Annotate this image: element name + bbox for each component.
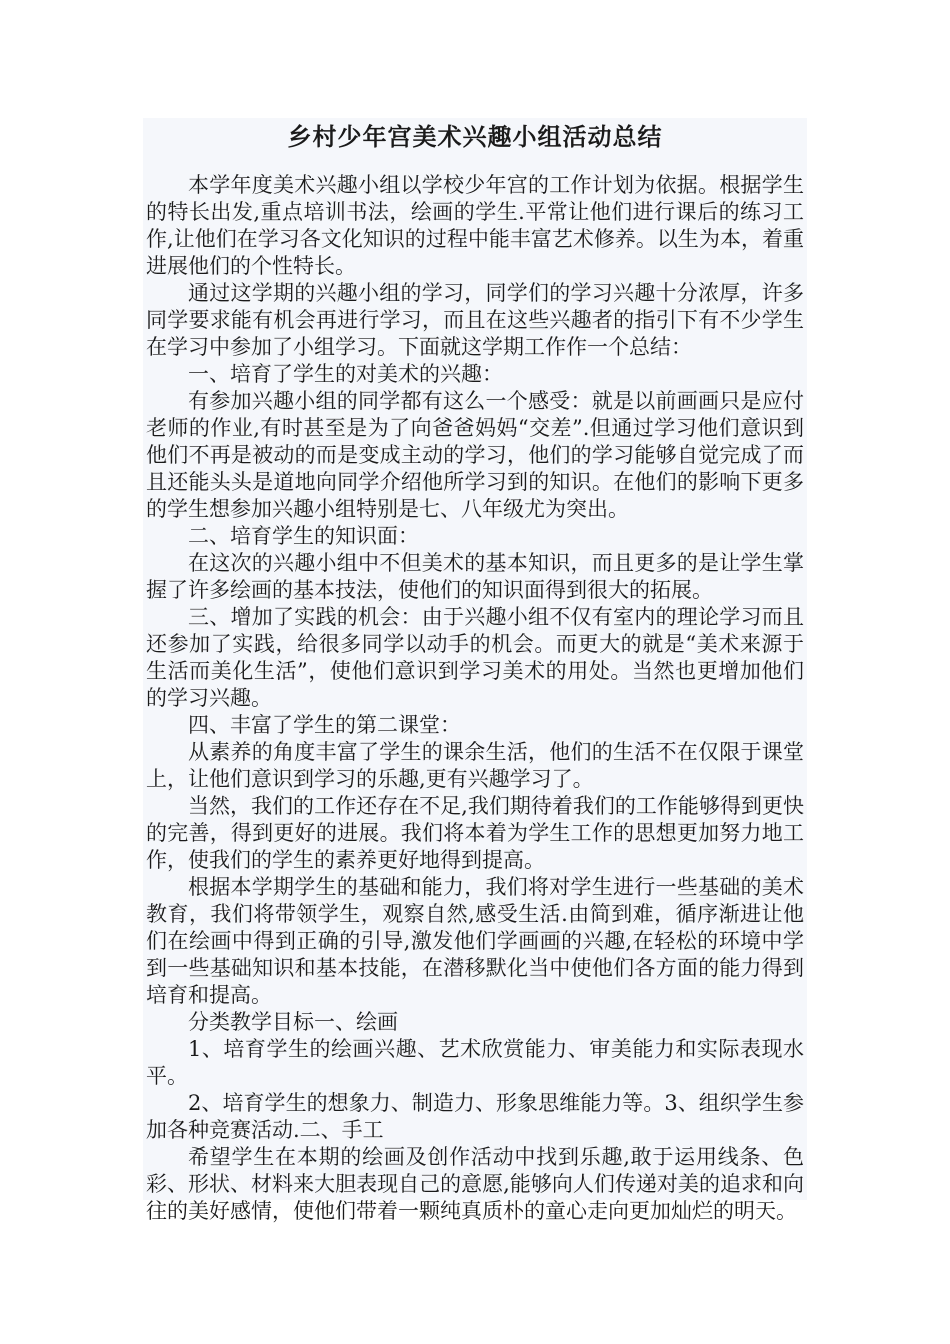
section-heading-goals: 分类教学目标一、绘画 xyxy=(188,1010,398,1034)
section-heading-second-classroom: 四、丰富了学生的第二课堂： xyxy=(188,713,461,737)
paragraph-interest: 有参加兴趣小组的同学都有这么一个感受：就是以前画画只是应付老师的作业,有时甚至是为了向爸爸妈妈“交差”.但通过学习他们意识到他们不再是被动的而是变成主动的学习，他们的学习能够自觉完成了而且还能头头是道地向同学介绍他所学习到的知识。在他们的影响下更多的学生想参加兴趣小组特别是七、八年级尤为突出。 xyxy=(146,389,804,521)
goal-item-2: 2、培育学生的想象力、制造力、形象思维能力等。3、组织学生参加各种竞赛活动.二、手工 xyxy=(146,1091,804,1142)
document-title: 乡村少年宫美术兴趣小组活动总结 xyxy=(287,123,663,151)
paragraph-overview: 通过这学期的兴趣小组的学习，同学们的学习兴趣十分浓厚，许多同学要求能有机会再进行学习，而且在这些兴趣者的指引下有不少学生在学习中参加了小组学习。下面就这学期工作作一个总结： xyxy=(146,281,804,359)
paragraph-practice: 三、增加了实践的机会：由于兴趣小组不仅有室内的理论学习而且还参加了实践，给很多同学以动手的机会。而更大的就是“美术来源于生活而美化生活”，使他们意识到学习美术的用处。当然也更增加他们的学习兴趣。 xyxy=(146,605,804,710)
paragraph-shortcomings: 当然，我们的工作还存在不足,我们期待着我们的工作能够得到更快的完善，得到更好的进展。我们将本着为学生工作的思想更加努力地工作，使我们的学生的素养更好地得到提高。 xyxy=(146,794,804,872)
paragraph-plan: 根据本学期学生的基础和能力，我们将对学生进行一些基础的美术教育，我们将带领学生，观察自然,感受生活.由简到难，循序渐进让他们在绘画中得到正确的引导,激发他们学画画的兴趣,在轻松的环境中学到一些基础知识和基本技能，在潜移默化当中使他们各方面的能力得到培育和提高。 xyxy=(146,875,804,1007)
paragraph-knowledge: 在这次的兴趣小组中不但美术的基本知识，而且更多的是让学生掌握了许多绘画的基本技法，使他们的知识面得到很大的拓展。 xyxy=(146,551,804,602)
paragraph-intro: 本学年度美术兴趣小组以学校少年宫的工作计划为依据。根据学生的特长出发,重点培训书法，绘画的学生.平常让他们进行课后的练习工作,让他们在学习各文化知识的过程中能丰富艺术修养。以生为本，着重进展他们的个性特长。 xyxy=(146,173,804,278)
paragraph-closing: 希望学生在本期的绘画及创作活动中找到乐趣,敢于运用线条、色彩、形状、材料来大胆表现自己的意愿,能够向人们传递对美的追求和向往的美好感情，使他们带着一颗纯真质朴的童心走向更加灿烂的明天。 xyxy=(146,1145,804,1223)
section-heading-interest: 一、培育了学生的对美术的兴趣： xyxy=(188,362,503,386)
document-body xyxy=(146,172,804,1225)
section-heading-knowledge: 二、培育学生的知识面： xyxy=(188,524,419,548)
paragraph-second-classroom: 从素养的角度丰富了学生的课余生活，他们的生活不在仅限于课堂上，让他们意识到学习的乐趣,更有兴趣学习了。 xyxy=(146,740,804,791)
goal-item-1: 1、培育学生的绘画兴趣、艺术欣赏能力、审美能力和实际表现水平。 xyxy=(146,1037,804,1088)
